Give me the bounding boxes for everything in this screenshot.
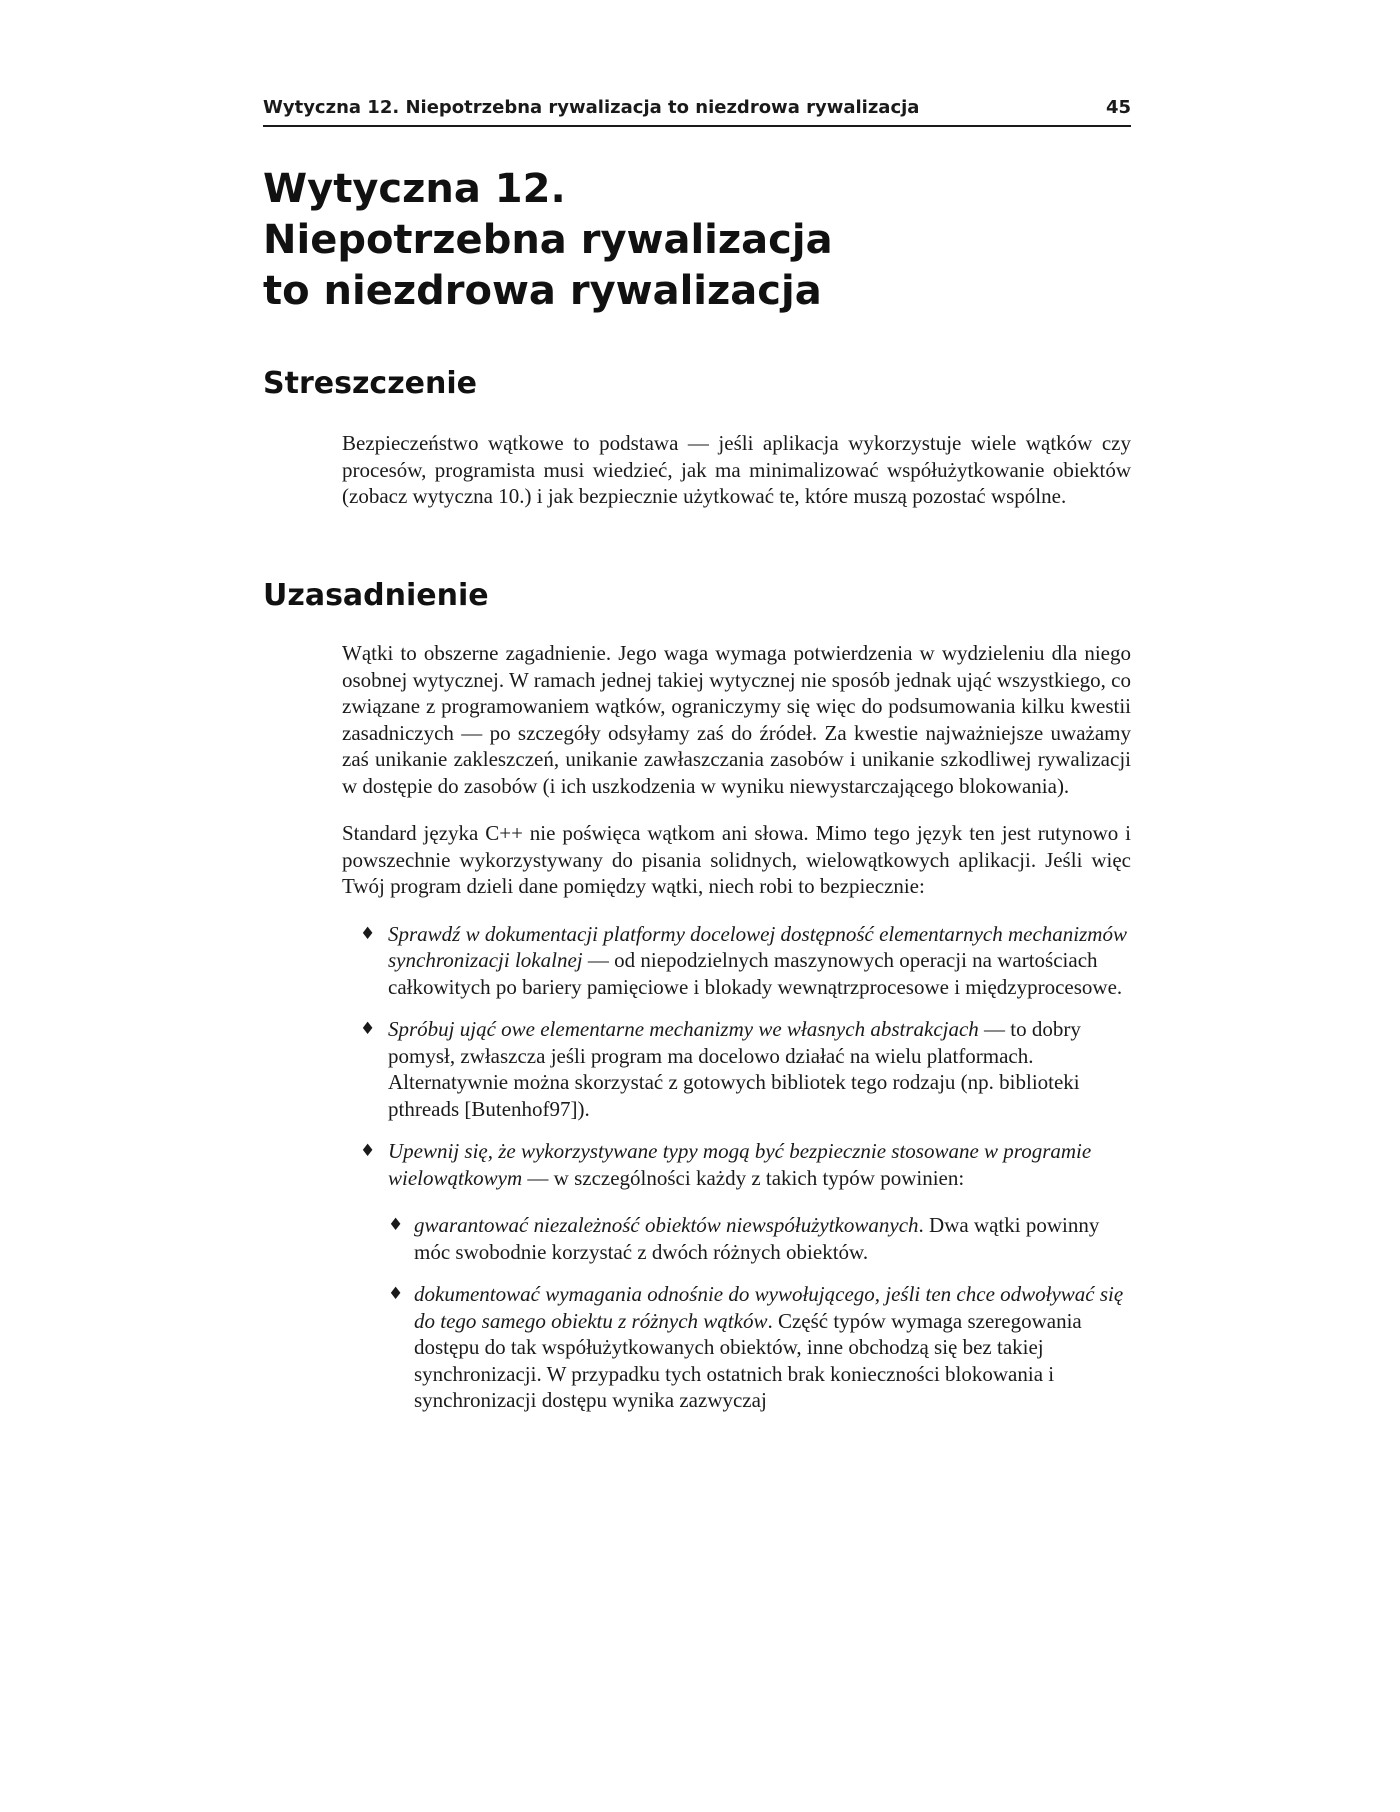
sub-bullet-list (388, 1212, 1131, 1414)
list-item-emphasis: Spróbuj ująć owe elementarne mechanizmy we własnych abstrakcjach (388, 1017, 979, 1041)
sub-list-item-emphasis: dokumentować wymagania odnośnie do wywołującego, jeśli ten chce odwoływać się do tego samego obiektu z różnych wątków (414, 1282, 1124, 1333)
chapter-title-line-3: to niezdrowa rywalizacja (263, 268, 822, 314)
running-header-title: Wytyczna 12. Niepotrzebna rywalizacja to niezdrowa rywalizacja (263, 97, 920, 118)
bullet-list (342, 921, 1131, 1414)
running-header (263, 97, 1131, 127)
list-item (342, 921, 1131, 1001)
page-number: 45 (1105, 97, 1131, 118)
list-item-emphasis: Sprawdź w dokumentacji platformy docelowej dostępność elementarnych mechanizmów synchronizacji lokalnej (388, 921, 1127, 972)
section-heading-summary: Streszczenie (263, 366, 477, 401)
chapter-title (263, 164, 1131, 317)
chapter-title-line-1: Wytyczna 12. (263, 166, 566, 212)
diamond-bullet-icon: ♦ (388, 1215, 404, 1235)
list-item (342, 1138, 1131, 1414)
sub-list-item-emphasis: gwarantować niezależność obiektów niewspółużytkowanych (414, 1213, 919, 1237)
section-heading-rationale: Uzasadnienie (263, 578, 489, 613)
diamond-bullet-icon: ♦ (388, 1284, 404, 1304)
list-item-emphasis: Upewnij się, że wykorzystywane typy mogą być bezpiecznie stosowane w programie wielowątkowym (388, 1139, 1092, 1190)
summary-body (342, 430, 1131, 531)
sub-list-item (388, 1281, 1131, 1414)
list-item (342, 1016, 1131, 1122)
sub-list-item-text: . Część typów wymaga szeregowania dostępu do tak współużytkowanych obiektów, inne obchodzą się bez takiej synchronizacji. W przypadku tych ostatnich brak konieczności blokowania i synchronizacji dostępu wynika zazwyczaj (414, 1308, 1082, 1412)
list-item-text: — to dobry pomysł, zwłaszcza jeśli program ma docelowo działać na wielu platformach. Alternatywnie można skorzystać z gotowych bibliotek tego rodzaju (np. biblioteki pthreads [Butenhof97]). (388, 1017, 1081, 1121)
sub-list-item (388, 1212, 1131, 1265)
diamond-bullet-icon: ♦ (360, 923, 376, 944)
sub-list-item-text: . Dwa wątki powinny móc swobodnie korzystać z dwóch różnych obiektów. (414, 1213, 1100, 1264)
diamond-bullet-icon: ♦ (360, 1019, 376, 1039)
rationale-paragraph-2: Standard języka C++ nie poświęca wątkom ani słowa. Mimo tego język ten jest rutynowo i powszechnie wykorzystywany do pisania solidnych, wielowątkowych aplikacji. Jeśli więc Twój program dzieli dane pomiędzy wątki, niech robi to bezpiecznie: (342, 821, 1131, 898)
diamond-bullet-icon: ♦ (360, 1141, 376, 1161)
list-item-text: — od niepodzielnych maszynowych operacji na wartościach całkowitych po bariery pamięciowe i blokady wewnątrzprocesowe i międzyprocesowe. (388, 948, 1123, 999)
summary-paragraph: Bezpieczeństwo wątkowe to podstawa — jeśli aplikacja wykorzystuje wiele wątków czy procesów, programista musi wiedzieć, jak ma minimalizować współużytkowanie obiektów (zobacz wytyczna 10.) i jak bezpiecznie użytkować te, które muszą pozostać wspólne. (342, 431, 1131, 508)
rationale-paragraph-1: Wątki to obszerne zagadnienie. Jego waga wymaga potwierdzenia w wydzieleniu dla niego osobnej wytycznej. W ramach jednej takiej wytycznej nie sposób jednak ująć wszystkiego, co związane z programowaniem wątków, ograniczymy się więc do podsumowania kilku kwestii zasadniczych — po szczegóły odsyłamy zaś do źródeł. Za kwestie najważniejsze uważamy zaś unikanie zakleszczeń, unikanie zawłaszczania zasobów i unikanie szkodliwej rywalizacji w dostępie do zasobów (i ich uszkodzenia w wyniku niewystarczającego blokowania). (342, 641, 1131, 798)
rationale-body (342, 640, 1131, 1430)
chapter-title-line-2: Niepotrzebna rywalizacja (263, 217, 833, 263)
list-item-text: — w szczególności każdy z takich typów powinien: (522, 1165, 965, 1190)
